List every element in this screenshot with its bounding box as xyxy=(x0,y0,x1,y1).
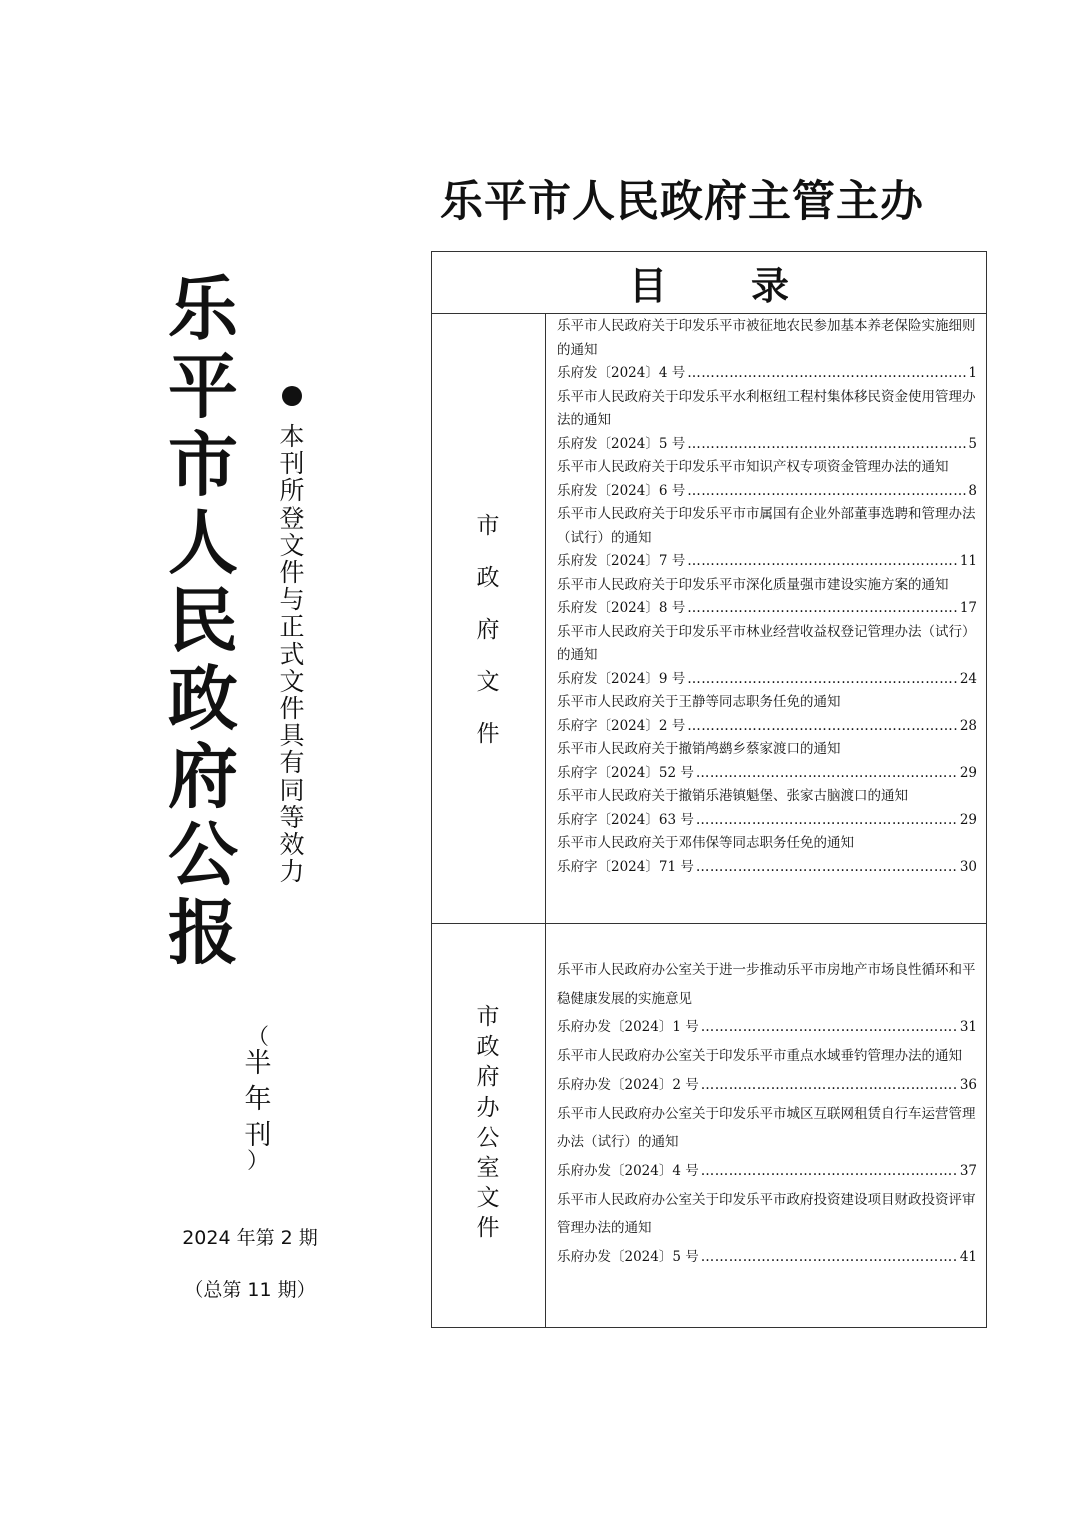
entry-title: 乐平市人民政府关于印发乐平市知识产权专项资金管理办法的通知 xyxy=(557,459,949,475)
frequency-char: 半 xyxy=(244,1048,272,1079)
section-label-char: 办 xyxy=(476,1094,500,1121)
slogan-char: 文 xyxy=(279,666,305,696)
toc-entry[interactable] xyxy=(557,691,977,738)
dot-leader xyxy=(687,433,966,457)
entry-page: 24 xyxy=(959,670,977,687)
section-label-char: 件 xyxy=(476,1215,500,1242)
entry-doc-number: 乐府办发〔2024〕1 号 xyxy=(557,1019,699,1036)
dot-leader xyxy=(701,1013,958,1042)
dot-leader xyxy=(687,550,958,574)
toc-entry[interactable] xyxy=(557,621,977,692)
entry-title: 乐平市人民政府关于印发乐平水利枢纽工程村集体移民资金使用管理办法的通知 xyxy=(557,388,976,428)
entry-page: 29 xyxy=(959,811,977,828)
entry-page: 11 xyxy=(959,553,977,569)
slogan-char: 文 xyxy=(279,530,305,560)
section-divider xyxy=(432,923,986,924)
section-label-char: 公 xyxy=(476,1124,500,1151)
toc-entry[interactable] xyxy=(557,1100,977,1186)
entry-title: 乐平市人民政府关于印发乐平市市属国有企业外部董事选聘和管理办法（试行）的通知 xyxy=(557,506,976,546)
masthead-char: 公 xyxy=(168,813,238,896)
masthead-char: 府 xyxy=(168,735,238,818)
entry-doc-number: 乐府发〔2024〕6 号 xyxy=(557,482,686,499)
slogan-char: 与 xyxy=(279,585,305,615)
section-label-char: 文 xyxy=(476,1185,500,1212)
section-label-char: 政 xyxy=(476,565,500,591)
masthead-char: 平 xyxy=(168,345,238,428)
slogan-char: 效 xyxy=(279,830,305,860)
entry-doc-number: 乐府办发〔2024〕5 号 xyxy=(557,1249,699,1266)
toc-entry[interactable] xyxy=(557,574,977,621)
masthead-char: 乐 xyxy=(168,267,238,350)
toc-entry[interactable] xyxy=(557,738,977,785)
section-label-char: 室 xyxy=(476,1155,500,1182)
entry-page: 8 xyxy=(968,482,977,499)
entry-doc-number: 乐府发〔2024〕8 号 xyxy=(557,600,686,616)
slogan-char: 正 xyxy=(279,612,305,642)
toc-entry[interactable] xyxy=(557,956,977,1042)
section-label-government-office xyxy=(470,1002,506,1244)
entry-page: 1 xyxy=(968,365,977,381)
slogan-char: 力 xyxy=(279,857,305,887)
entry-page: 37 xyxy=(959,1162,977,1179)
publication-frequency xyxy=(240,1025,276,1174)
slogan-char: 件 xyxy=(279,694,305,724)
section-label-char: 府 xyxy=(476,617,500,643)
section-label-char: 政 xyxy=(476,1034,500,1061)
toc-entry[interactable] xyxy=(557,315,977,386)
toc-entry[interactable] xyxy=(557,503,977,574)
entry-doc-number: 乐府字〔2024〕63 号 xyxy=(557,811,694,828)
entry-doc-number: 乐府办发〔2024〕2 号 xyxy=(557,1076,699,1093)
entry-doc-number: 乐府字〔2024〕52 号 xyxy=(557,764,694,781)
entry-page: 41 xyxy=(959,1249,977,1266)
entry-title: 乐平市人民政府关于邓伟保等同志职务任免的通知 xyxy=(557,835,854,851)
section-label-char: 市 xyxy=(476,1004,500,1030)
entry-page: 29 xyxy=(959,764,977,781)
entry-doc-number: 乐府办发〔2024〕4 号 xyxy=(557,1162,699,1179)
dot-leader xyxy=(687,668,958,692)
entry-title: 乐平市人民政府关于撤销乐港镇魁堡、张家古脑渡口的通知 xyxy=(557,788,908,804)
entry-title: 乐平市人民政府办公室关于进一步推动乐平市房地产市场良性循环和平稳健康发展的实施意见 xyxy=(557,962,976,1007)
entry-doc-number: 乐府字〔2024〕2 号 xyxy=(557,717,686,734)
toc-entry[interactable] xyxy=(557,1042,977,1099)
section-label-char: 市 xyxy=(476,513,500,539)
entry-title: 乐平市人民政府办公室关于印发乐平市城区互联网租赁自行车运营管理办法（试行）的通知 xyxy=(557,1105,976,1151)
toc-title-char: 录 xyxy=(750,263,789,308)
frequency-char: （ xyxy=(246,1025,269,1050)
entry-page: 28 xyxy=(959,717,977,734)
section-label-char: 文 xyxy=(476,669,500,695)
entry-doc-number: 乐府发〔2024〕4 号 xyxy=(557,365,686,381)
entry-page: 31 xyxy=(959,1019,977,1036)
dot-leader xyxy=(696,809,958,833)
entry-title: 乐平市人民政府关于撤销鸬鹚乡蔡家渡口的通知 xyxy=(557,741,841,757)
masthead-char: 市 xyxy=(168,423,238,506)
dot-leader xyxy=(696,856,958,880)
frequency-char: ） xyxy=(246,1149,269,1174)
toc-entries-section-2 xyxy=(557,956,977,1272)
toc-title xyxy=(432,252,986,314)
masthead-char: 政 xyxy=(168,657,238,740)
slogan-char: 具 xyxy=(279,721,305,751)
toc-entry[interactable] xyxy=(557,785,977,832)
bullet-dot-icon xyxy=(282,386,302,406)
slogan-char: 本 xyxy=(279,422,305,451)
entry-page: 36 xyxy=(959,1076,977,1093)
dot-leader xyxy=(701,1071,958,1100)
entry-page: 30 xyxy=(959,858,977,875)
slogan-char: 式 xyxy=(279,639,305,669)
entry-page: 17 xyxy=(959,600,977,616)
dot-leader xyxy=(687,597,958,621)
slogan-char: 等 xyxy=(279,802,305,832)
frequency-char: 年 xyxy=(244,1084,272,1115)
entry-doc-number: 乐府发〔2024〕9 号 xyxy=(557,670,686,687)
column-divider xyxy=(545,313,546,1328)
toc-entry[interactable] xyxy=(557,456,977,503)
slogan-char: 登 xyxy=(279,503,305,533)
section-label-city-government xyxy=(470,500,506,760)
entry-title: 乐平市人民政府办公室关于印发乐平市政府投资建设项目财政投资评审管理办法的通知 xyxy=(557,1191,976,1237)
slogan-vertical xyxy=(276,423,308,885)
toc-entry[interactable] xyxy=(557,1186,977,1272)
dot-leader xyxy=(696,762,958,786)
toc-entry[interactable] xyxy=(557,386,977,457)
slogan-char: 同 xyxy=(279,775,305,805)
frequency-char: 刊 xyxy=(244,1120,272,1151)
dot-leader xyxy=(687,362,966,386)
dot-leader xyxy=(687,715,958,739)
entry-doc-number: 乐府发〔2024〕5 号 xyxy=(557,435,686,452)
entry-title: 乐平市人民政府关于印发乐平市林业经营收益权登记管理办法（试行）的通知 xyxy=(557,623,976,663)
masthead-title xyxy=(158,267,248,974)
entry-title: 乐平市人民政府关于印发乐平市被征地农民参加基本养老保险实施细则的通知 xyxy=(557,318,976,358)
toc-entry[interactable] xyxy=(557,832,977,879)
dot-leader xyxy=(701,1243,958,1272)
entry-title: 乐平市人民政府关于王静等同志职务任免的通知 xyxy=(557,694,841,710)
slogan-char: 有 xyxy=(279,748,305,778)
section-label-char: 府 xyxy=(476,1064,500,1091)
slogan-char: 件 xyxy=(279,558,305,588)
slogan-char: 所 xyxy=(279,476,305,506)
entry-doc-number: 乐府字〔2024〕71 号 xyxy=(557,858,694,875)
entry-doc-number: 乐府发〔2024〕7 号 xyxy=(557,553,686,569)
toc-title-char: 目 xyxy=(629,263,668,308)
table-of-contents xyxy=(431,251,987,1328)
entry-title: 乐平市人民政府关于印发乐平市深化质量强市建设实施方案的通知 xyxy=(557,576,949,593)
slogan-char: 刊 xyxy=(279,449,305,479)
masthead-char: 报 xyxy=(168,891,238,974)
masthead-char: 民 xyxy=(168,579,238,662)
entry-page: 5 xyxy=(968,435,977,452)
section-label-char: 件 xyxy=(476,721,500,747)
entry-title: 乐平市人民政府办公室关于印发乐平市重点水域垂钓管理办法的通知 xyxy=(557,1048,962,1065)
dot-leader xyxy=(701,1157,958,1186)
sponsor-heading: 乐平市人民政府主管主办 xyxy=(440,177,924,227)
masthead-char: 人 xyxy=(168,501,238,584)
total-issue-number: （总第 11 期） xyxy=(184,1279,316,1301)
issue-number: 2024 年第 2 期 xyxy=(182,1227,318,1249)
toc-entries-section-1 xyxy=(557,315,977,879)
dot-leader xyxy=(687,480,966,504)
